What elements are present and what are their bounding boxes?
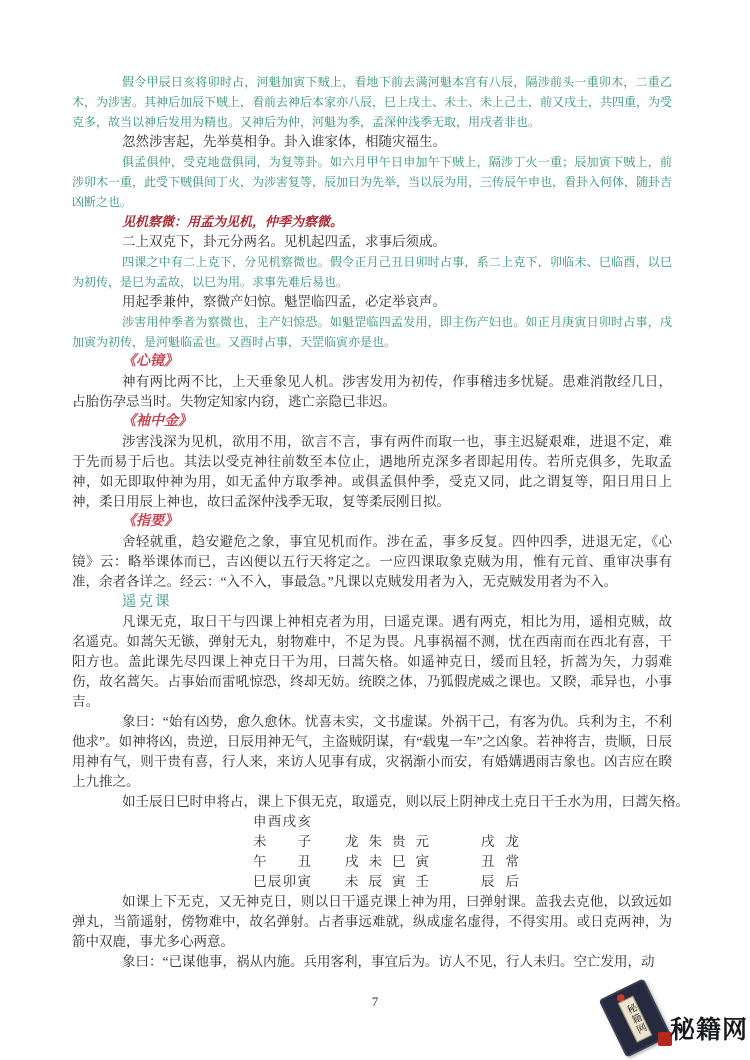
diagram-char: 丑 — [297, 854, 311, 869]
body-paragraph: 舍轻就重，趋安避危之象，事宜见机而作。涉在孟，事多反复。四仲四季，进退无定，《心镜》云：略举课体而已，吉凶便以五行天将定之。一应四课取象克贼为用，惟有元首、重审决事有准，余者各详之。经云：“入不入，事最急。”凡课以克贼发用者为入，无克贼发用者为不入。 — [72, 534, 672, 589]
page-number: 7 — [371, 994, 379, 1009]
classic-title-zhiyao: 《指要》 — [122, 514, 178, 529]
diagram-char: 龙 — [345, 834, 359, 849]
diagram-char: 巳 — [253, 874, 267, 889]
diagram-char: 戌 — [481, 834, 495, 849]
diagram-transmission — [481, 832, 519, 852]
diagram-char: 元 — [415, 834, 429, 849]
diagram-char: 常 — [505, 854, 519, 869]
classic-title-xinjing: 《心镜》 — [122, 354, 178, 369]
diagram-char: 子 — [297, 834, 311, 849]
section-heading-yaokeke: 遥克课 — [122, 594, 172, 610]
green-commentary: 俱孟俱仲，受克地盘俱同，为复等卦。如六月甲午日申加午下贼上，隔涉丁火一重；辰加寅下贼上，前涉卯木一重，此受下贼俱间丁火，为涉害复等，辰加日为先举，当以辰为用，三传辰午申也，看卦入何体，随卦吉凶断之也。 — [72, 155, 673, 209]
diagram-row — [253, 872, 672, 892]
green-commentary: 假令甲辰日亥将卯时占，河魁加寅下贼上，看地下前去满河魁本宫有八辰，隔涉前头一重卯木，二重乙木，为涉害。其神后加辰下贼上，看前去神后本家亦八辰，巳上戌土、未土、未上己土，前又戌土，共四重，为受克多，故当以神后发用为精也。又神后为仲，河魁为季，孟深仲浅季无取，用戌者非也。 — [72, 75, 673, 129]
diagram-ring — [253, 852, 311, 872]
verse-line: 二上双克下，卦元分两名。见机起四孟，求事后须成。 — [122, 234, 446, 249]
body-paragraph: 神有两比两不比，上天垂象见人机。涉害发用为初传，作事稽违多忧疑。患难消散经几日，占胎伤孕忌当时。失物定知家内窃，逃亡亲隐已非迟。 — [72, 374, 672, 409]
diagram-char: 寅 — [415, 854, 429, 869]
diagram-char: 巳 — [392, 854, 406, 869]
heaven-plate-top-row — [253, 812, 672, 832]
diagram-row — [253, 832, 672, 852]
watermark-text: 秘籍网 — [670, 1015, 749, 1044]
document-body — [72, 72, 689, 972]
diagram-char: 辰 — [481, 874, 495, 889]
diagram-char: 午 — [253, 854, 267, 869]
diagram-char: 贵 — [392, 834, 406, 849]
red-annotation: 见机察微：用孟为见机，仲季为察微。 — [122, 214, 344, 229]
body-paragraph: 涉害浅深为见机，欲用不用，欲言不言，事有两件而取一也，事主迟疑艰难，进退不定，难于先而易于后也。其法以受克神往前数至本位止，遇地所克深多者即起用传。若所克俱多，先取孟神，如无即取仲神为用，如无孟仲方取季神。或俱孟俱仲季，受克又同，此之谓复等，阳日用日上神，柔日用辰上神也，故曰孟深仲浅季无取，复等柔辰刚日拟。 — [72, 434, 672, 509]
diagram-char: 戌 — [345, 854, 359, 869]
diagram-ring — [253, 812, 311, 832]
diagram-char: 酉 — [267, 814, 282, 829]
diagram-transmission — [481, 872, 519, 892]
diagram-char: 未 — [368, 854, 382, 869]
body-paragraph: 象曰：“始有凶势，愈久愈休。忧喜未实，文书虚谋。外祸干己，有客为仇。兵利为主，不利他求”。如神将凶，贵逆，日辰用神无气，主盗贼阴谋，有“载鬼一车”之凶象。若神将吉，贵顺，日辰用神有气，则干贵有喜，行人来，来访人见事有成，灾祸渐小而安，有婚媾遇雨吉象也。凶吉应在睽上九推之。 — [72, 714, 672, 789]
body-paragraph: 如课上下无克，又无神克日，则以日干遥克课上神为用，曰弹射课。盖我去克他，以致远如弹丸，当箭遥射，傍物难中，故名弹射。占者事远难就，纵成虚名虚得，不得实用。或日克两神，为箭中双鹿，事尤多心两意。 — [72, 894, 672, 949]
green-commentary: 涉害用仲季者为察微也，主产妇惊恐。如魁罡临四孟发用，即主伤产妇也。如正月庚寅日卯时占事，戌加寅为初传，是河魁临孟也。又酉时占事，天罡临寅亦是也。 — [72, 315, 672, 349]
diagram-ring — [253, 832, 311, 852]
diagram-char: 未 — [345, 874, 359, 889]
diagram-char: 卯 — [282, 874, 297, 889]
body-paragraph: 凡课无克，取日干与四课上神相克者为用，曰遥克课。遇有两克，相比为用，遥相克贼，故名遥克。如蒿矢无镞，弹射无丸，射物难中，不足为畏。凡事祸福不测，忧在西南而在西北有喜，干阳方也。盖此课先尽四课上神克日干为用，曰蒿矢格。如遥神克日，缓而且轻，折蒿为矢，力弱难伤，故名蒿矢。占事始而雷吼惊恐，终却无妨。统睽之体，乃狐假虎威之课也。又睽，乖异也，小事吉。 — [72, 614, 672, 709]
diagram-char: 壬 — [415, 874, 429, 889]
classic-title-xiuzhongjin: 《袖中金》 — [122, 414, 192, 429]
body-paragraph: 如壬辰日巳时申将占，课上下俱无克，取遥克，则以辰上阴神戌土克日干壬水为用，曰蒿矢格。 — [122, 794, 689, 809]
diagram-char: 朱 — [368, 834, 382, 849]
body-paragraph: 象曰：“已谋他事，祸从内施。兵用客利，事宜后为。访人不见，行人未归。空亡发用，动 — [122, 954, 655, 969]
diagram-char: 辰 — [267, 874, 282, 889]
diagram-char: 丑 — [481, 854, 495, 869]
green-commentary: 四课之中有二上克下，分见机察微也。假令正月己丑日卯时占事，系二上克下，卯临未、巳临酉，以巳为初传，是巳为孟故，以巳为用。求事先难后易也。 — [72, 255, 672, 289]
diagram-ring — [253, 872, 311, 892]
diagram-row — [253, 852, 672, 872]
diagram-char: 亥 — [297, 814, 311, 829]
diagram-courses — [345, 832, 429, 852]
diagram-char: 戌 — [282, 814, 297, 829]
verse-line: 忽然涉害起，先举莫相争。卦入谁家体，相随灾福生。 — [122, 134, 446, 149]
diagram-courses — [345, 852, 429, 872]
diagram-char: 辰 — [368, 874, 382, 889]
liuren-plate-diagram — [253, 812, 672, 892]
book-cover-label: 秘籍网 — [618, 996, 653, 1043]
mijiwang-watermark — [598, 984, 748, 1056]
diagram-char: 龙 — [505, 834, 519, 849]
verse-line: 用起季兼仲，察微产妇惊。魁罡临四孟，必定举哀声。 — [122, 294, 446, 309]
diagram-char: 后 — [505, 874, 519, 889]
diagram-transmission — [481, 852, 519, 872]
diagram-char: 申 — [253, 814, 267, 829]
diagram-char: 寅 — [297, 874, 311, 889]
diagram-char: 未 — [253, 834, 267, 849]
diagram-char: 寅 — [392, 874, 406, 889]
diagram-courses — [345, 872, 429, 892]
